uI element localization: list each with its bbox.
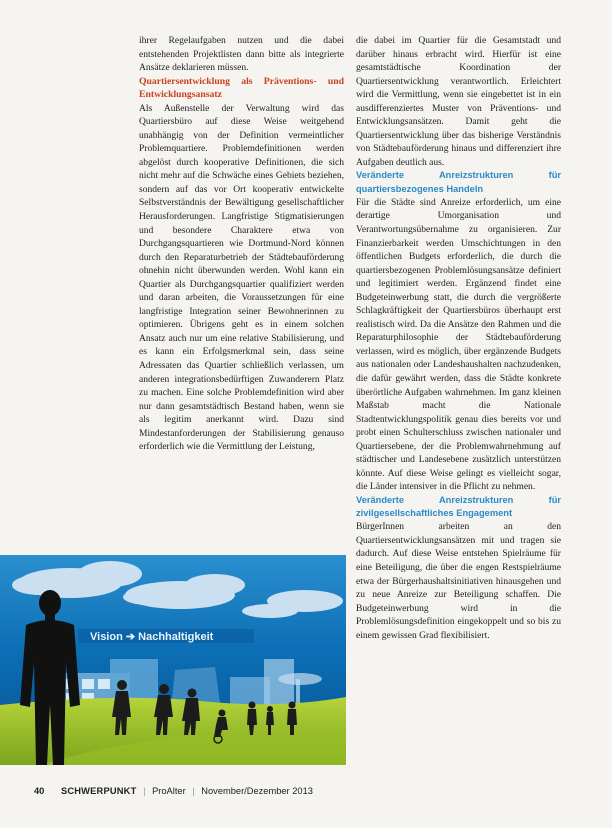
body-paragraph: Für die Städte sind Anreize erforderlich, um eine derartige Umorganisation und Verantwortungsübernahme zu organisieren. Zur Finanzierbarkeit werden Umschichtungen in den öffentlichen Budgets erforderlich, die durch die quartiersbezogenen Problemlösungsansätze definiert und legitimiert werden. Ergänzend findet eine Budgeteinwerbung statt, die durch die vergrößerte Schlagkräftigkeit der Quartiersbüros überhaupt erst realistisch wird. Da die Ansätze den Rahmen und die Reparaturphilosophie der Städtebauförderung verlassen, wird es möglich, über ergänzende Budgets aus nationalen oder Landeshaushalten nachzudenken, die dafür gewährt werden, dass die Städte konkrete überörtliche Aufgaben wahrnehmen. Im ganz kleinen Maßstab macht die Nationale Stadtentwicklungspolitik genau dies bereits vor und probt einen Schulterschluss zwischen nationaler und Quartiersebene, der die Problemwahrnehmung auf städtischer und Landesebene zusätzlich unterstützen könnte. Auf diese Weise gelingt es vielleicht sogar, die Länder intensiver in die Pflicht zu nehmen. bbox=[356, 196, 561, 493]
issue-date: November/Dezember 2013 bbox=[201, 786, 313, 796]
section-name: SCHWERPUNKT bbox=[60, 786, 137, 796]
section-heading: Veränderte Anreizstrukturen für zivilgesellschaftliches Engagement bbox=[356, 494, 561, 519]
article-illustration bbox=[0, 555, 346, 765]
vision-banner-text: Vision ➔ Nachhaltigkeit bbox=[90, 631, 214, 643]
body-paragraph: Als Außenstelle der Verwaltung wird das Quartiersbüro auf diese Weise weitgehend unabhängig von der Definition vermeintlicher Problemquartiere. Problemdefinitionen werden abgelöst durch kooperative Definitionen, die sich nicht mehr auf die Schwäche eines Gebiets beziehen, sondern auf das vor Ort kooperativ entwickelte Selbstverständnis der Bewältigung gesellschaftlicher Herausforderungen. Langfristige Stigmatisierungen und besondere Charaktere etwa von Durchgangsquartieren wie Dortmund-Nord können durch den Reparaturbetrieb der Städtebauförderung ohnehin nicht überwunden werden. Wohl kann ein Quartier als Durchgangsquartier qualifiziert werden und daran arbeiten, die Voraussetzungen für eine langfristige Integration seiner Bewohnerinnen zu optimieren. Übrigens geht es in einem solchen Ansatz auch nur um eine relative Stabilisierung, und es kann ein Erfolgsmerkmal sein, dass seine Adressaten das Quartier schließlich verlassen, um anderen integrationsbedürftigen Zuwanderern Platz zu machen. Eine solche Problemdefinition wird aber nur dann gesamtstädtisch Bestand haben, wenn sie als legitim anerkannt wird. Dazu sind Mindestanforderungen der Stabilisierung genauso erforderlich wie die Vermittlung der Leistung, bbox=[139, 102, 344, 453]
body-paragraph: BürgerInnen arbeiten an den Quartiersentwicklungsansätzen mit und tragen sie dadurch. Auf diese Weise entstehen Spielräume für eine Beteiligung, die über die engen Restspielräume etwa der Bürgerhaushaltsinitiativen hinausgehen und zu neue Anreize zur Beteiligung schaffen. Die Budgeteinwerbung wird in die Problemlösungsdefinition eingekoppelt und so bis zu einem gewissen Grad flexibilisiert. bbox=[356, 521, 561, 641]
section-heading: Quartiersentwicklung als Präventions- und Entwicklungsansatz bbox=[139, 75, 344, 101]
footer-separator: | bbox=[192, 786, 195, 796]
article-column-left bbox=[139, 34, 344, 454]
page-footer bbox=[34, 786, 313, 796]
body-paragraph: die dabei im Quartier für die Gesamtstadt und darüber hinaus erbracht wird. Hierfür ist eine gesamtstädtische Koordination der Quartiersentwicklung verantwortlich. Erleichtert wird die Vermittlung, wenn sie eingebettet ist in ein ausdifferenziertes Muster von Präventions- und Entwicklungsansätzen. Damit geht die Quartiersentwicklung über das bisherige Verständnis von Städtebauförderung hinaus und differenziert ihre Aufgaben deutlich aus. bbox=[356, 35, 561, 168]
footer-separator: | bbox=[143, 786, 146, 796]
magazine-name: ProAlter bbox=[152, 786, 186, 796]
body-paragraph: ihrer Regelaufgaben nutzen und die dabei entstehenden Projektlisten dann bitte als integrierte Ansätze deklarieren müssen. bbox=[139, 35, 344, 74]
page-number: 40 bbox=[34, 786, 45, 796]
article-column-right bbox=[356, 34, 561, 642]
section-heading: Veränderte Anreizstrukturen für quartiersbezogenes Handeln bbox=[356, 170, 561, 194]
